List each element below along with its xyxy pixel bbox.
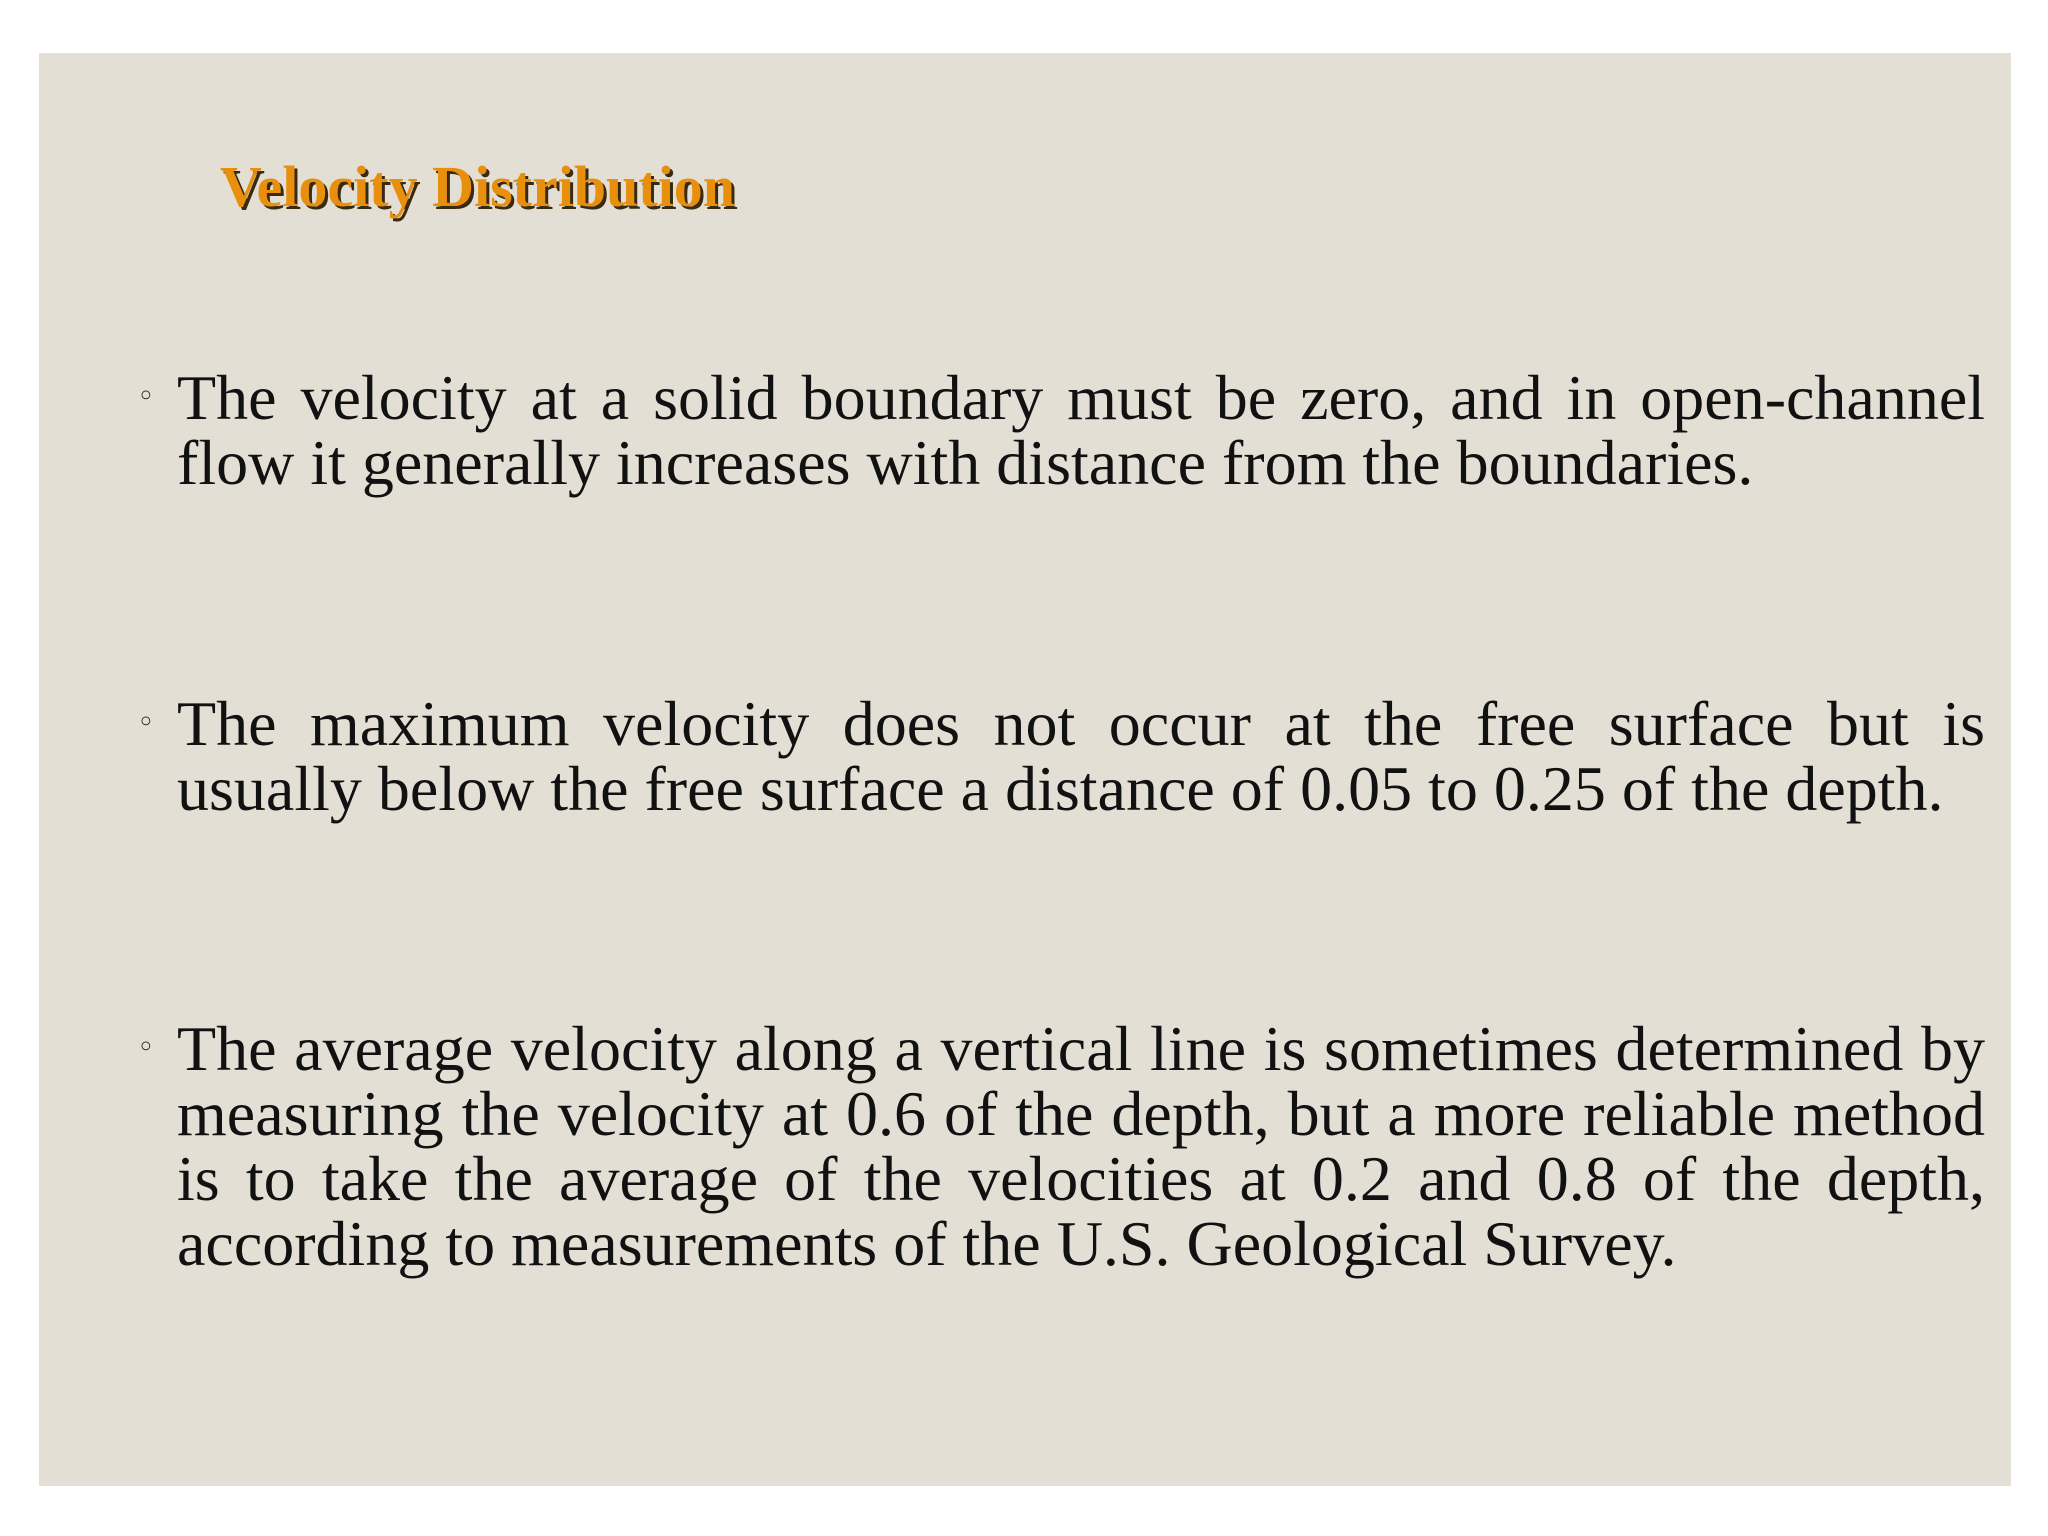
bullet-item (137, 1013, 1985, 1279)
bullet-item (137, 688, 1985, 824)
bullet-circle-icon: ◦ (137, 1030, 155, 1065)
bullet-circle-icon: ◦ (137, 705, 155, 740)
slide-title: Velocity Distribution (220, 154, 736, 219)
bullet-circle-icon: ◦ (137, 379, 155, 414)
slide (39, 53, 2011, 1486)
bullet-text: The velocity at a solid boundary must be zero, and in open-channel flow it generally increases with distance from the boundaries. (177, 362, 1985, 498)
bullet-item (137, 362, 1985, 498)
bullet-text: The average velocity along a vertical line is sometimes determined by measuring the velocity at 0.6 of the depth, but a more reliable method is to take the average of the velocities at 0.2 and 0.8 of the depth, according to measurements of the U.S. Geological Survey. (177, 1013, 1985, 1279)
bullet-text: The maximum velocity does not occur at the free surface but is usually below the free surface a distance of 0.05 to 0.25 of the depth. (177, 688, 1985, 824)
